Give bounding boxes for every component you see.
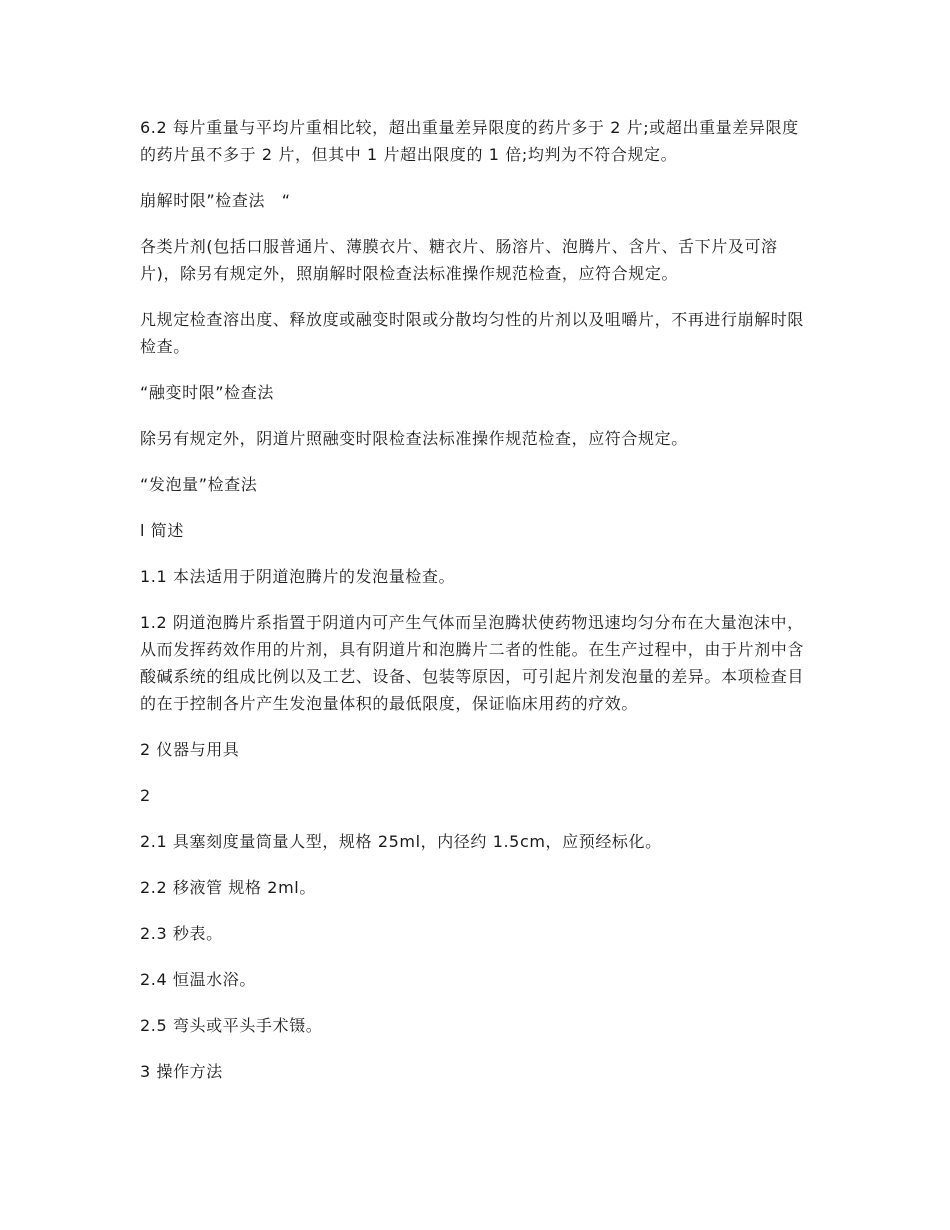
- paragraph-weight-variation-rule: 6.2 每片重量与平均片重相比较，超出重量差异限度的药片多于 2 片;或超出重量差异限度的药片虽不多于 2 片，但其中 1 片超出限度的 1 倍;均判为不符合规定。: [140, 118, 799, 164]
- document-body: [140, 114, 812, 1104]
- heading-foaming-test: “发泡量”检查法: [140, 475, 258, 494]
- heading-overview: l 简述: [140, 521, 184, 540]
- heading-melting-time-test: “融变时限”检查法: [140, 383, 274, 402]
- item-stopwatch: 2.3 秒表。: [140, 924, 223, 943]
- heading-disintegration-test: 崩解时限”检查法 “: [140, 191, 291, 210]
- paragraph-disintegration-exemption: 凡规定检查溶出度、释放度或融变时限或分散均匀性的片剂以及咀嚼片，不再进行崩解时限检查。: [140, 310, 805, 356]
- stray-number: 2: [140, 786, 151, 805]
- item-water-bath: 2.4 恒温水浴。: [140, 970, 256, 989]
- paragraph-scope: 1.1 本法适用于阴道泡腾片的发泡量检查。: [140, 567, 456, 586]
- heading-instruments: 2 仪器与用具: [140, 740, 240, 759]
- item-tweezers: 2.5 弯头或平头手术镊。: [140, 1016, 323, 1035]
- item-graduated-cylinder: 2.1 具塞刻度量筒量人型，规格 25ml，内径约 1.5cm，应预经标化。: [140, 832, 662, 851]
- paragraph-definition: 1.2 阴道泡腾片系指置于阴道内可产生气体而呈泡腾状使药物迅速均匀分布在大量泡沫中，从而发挥药效作用的片剂，具有阴道片和泡腾片二者的性能。在生产过程中，由于片剂中含酸碱系统的组成比例以及工艺、设备、包装等原因，可引起片剂发泡量的差异。本项检查目的在于控制各片产生发泡量体积的最低限度，保证临床用药的疗效。: [140, 613, 805, 713]
- heading-procedure: 3 操作方法: [140, 1062, 223, 1081]
- paragraph-disintegration-scope: 各类片剂(包括口服普通片、薄膜衣片、糖衣片、肠溶片、泡腾片、含片、舌下片及可溶片)，除另有规定外，照崩解时限检查法标准操作规范检查，应符合规定。: [140, 237, 778, 283]
- paragraph-melting-time-rule: 除另有规定外，阴道片照融变时限检查法标准操作规范检查，应符合规定。: [140, 429, 688, 448]
- item-pipette: 2.2 移液管 规格 2ml。: [140, 878, 316, 897]
